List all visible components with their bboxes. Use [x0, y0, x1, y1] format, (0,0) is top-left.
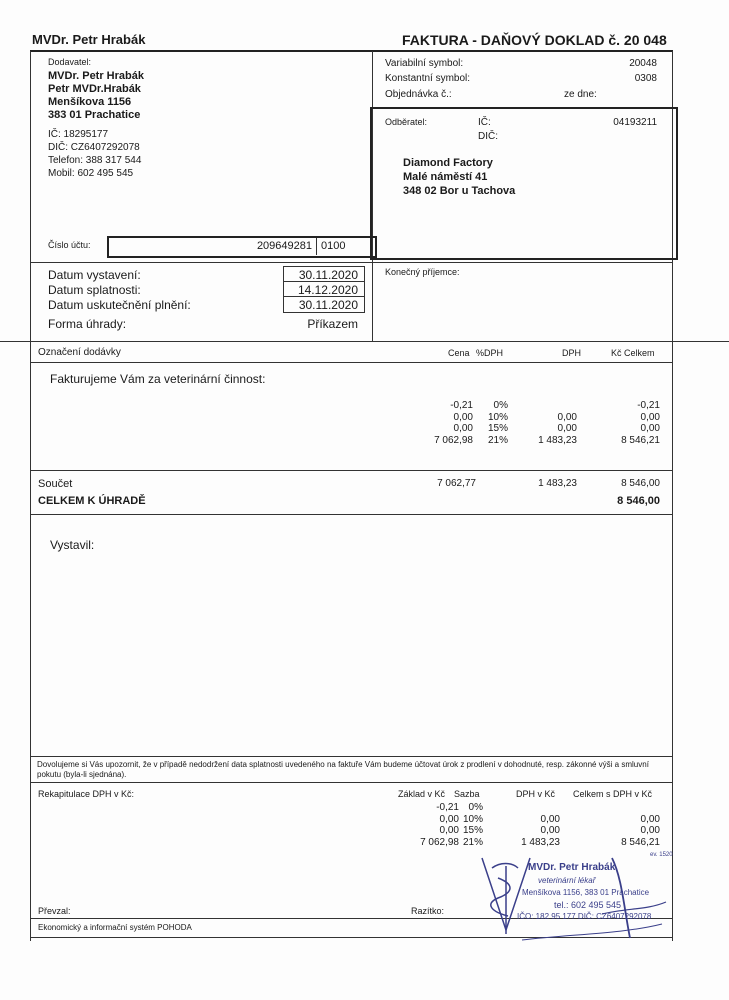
recap-total: 8 546,21 [621, 836, 660, 848]
table-row [390, 814, 670, 826]
col-vat-rate: %DPH [476, 348, 504, 358]
recap-col-base: Základ v Kč [398, 789, 446, 799]
item-price: 0,00 [453, 423, 473, 435]
due-date-label: Datum splatnosti: [48, 283, 141, 297]
recap-col-rate: Sazba [454, 789, 480, 799]
recap-vat: 0,00 [540, 825, 560, 837]
software-label: Ekonomický a informační systém POHODA [38, 923, 192, 932]
supplier-mobile: Mobil: 602 495 545 [48, 168, 134, 179]
table-row [400, 435, 660, 447]
stamp-code: ev. 1520 [650, 852, 673, 858]
table-row [400, 400, 660, 412]
item-price: 7 062,98 [434, 434, 473, 446]
customer-street: Malé náměstí 41 [403, 171, 488, 183]
customer-box [370, 107, 678, 260]
recap-vat: 1 483,23 [521, 836, 560, 848]
supplier-line2: Petr MVDr.Hrabák [48, 83, 141, 95]
item-total: -0,21 [637, 400, 660, 411]
dates-top-rule [30, 262, 672, 263]
item-total: 0,00 [640, 411, 660, 423]
table-row [400, 423, 660, 435]
variable-symbol-value: 20048 [629, 58, 657, 69]
header-rule [30, 50, 673, 52]
recap-rate: 10% [462, 813, 483, 825]
order-label: Objednávka č.: [385, 89, 452, 100]
stamp-line5: IČO: 182 95 177 DIČ: CZ6407292078 [517, 912, 652, 921]
bank-code: 0100 [321, 240, 346, 252]
customer-ic-value: 04193211 [613, 117, 657, 128]
item-rate: 21% [487, 434, 508, 446]
recap-base: 0,00 [439, 813, 459, 825]
supplier-line1: MVDr. Petr Hrabák [48, 70, 144, 82]
recap-base: -0,21 [436, 802, 459, 813]
recap-vat: 0,00 [540, 813, 560, 825]
recap-rate: 0% [468, 802, 483, 813]
customer-name: Diamond Factory [403, 157, 493, 169]
taxable-date: 30.11.2020 [298, 298, 358, 312]
stamp-line4: tel.: 602 495 545 [554, 900, 622, 910]
supplier-phone: Telefon: 388 317 544 [48, 155, 142, 166]
customer-ic-label: IČ: [478, 117, 491, 128]
customer-city: 348 02 Bor u Tachova [403, 185, 516, 197]
account-number: 209649281 [256, 240, 312, 252]
sum-total: 8 546,00 [621, 478, 660, 489]
recap-total: 0,00 [640, 813, 660, 825]
item-price: 0,00 [453, 411, 473, 423]
item-rate: 10% [487, 411, 508, 423]
item-rate: 0% [493, 400, 508, 411]
table-row [390, 802, 670, 814]
item-description: Fakturujeme Vám za veterinární činnost: [50, 372, 266, 386]
supplier-header-name: MVDr. Petr Hrabák [32, 32, 146, 47]
recap-rate: 21% [462, 836, 483, 848]
payment-form: Příkazem [307, 317, 358, 331]
variable-symbol-label: Variabilní symbol: [385, 58, 464, 69]
constant-symbol-value: 0308 [634, 73, 657, 84]
supplier-line4: 383 01 Prachatice [48, 109, 141, 121]
stamp-line3: Menšíkova 1156, 383 01 Prachatice [522, 888, 650, 897]
item-price: -0,21 [450, 400, 473, 411]
issued-date: 30.11.2020 [298, 268, 358, 282]
items-table [400, 400, 660, 446]
item-total: 0,00 [640, 423, 660, 435]
total-due-label: CELKEM K ÚHRADĚ [38, 495, 146, 507]
sum-label: Součet [38, 478, 73, 490]
col-description: Označení dodávky [38, 347, 121, 358]
payment-form-label: Forma úhrady: [48, 317, 127, 331]
item-rate: 15% [487, 423, 508, 435]
item-total: 8 546,21 [621, 434, 660, 446]
stamp-line1: MVDr. Petr Hrabák [528, 862, 616, 873]
col-vat: DPH [562, 348, 582, 358]
item-vat: 1 483,23 [538, 434, 577, 446]
account-label: Číslo účtu: [48, 240, 91, 250]
recap-col-total: Celkem s DPH v Kč [573, 789, 653, 799]
table-row [390, 825, 670, 837]
table-row [400, 412, 660, 424]
issued-by-label: Vystavil: [50, 538, 95, 552]
recap-rate: 15% [462, 825, 483, 837]
received-label: Převzal: [38, 906, 71, 916]
stamp-line2: veterinární lékař [538, 876, 596, 885]
totals-top-rule [30, 470, 672, 471]
col-total: Kč Celkem [611, 348, 655, 358]
customer-dic-label: DIČ: [478, 131, 498, 142]
frame-left [30, 51, 31, 941]
items-header-rule [30, 362, 672, 363]
total-due-amount: 8 546,00 [617, 495, 660, 507]
constant-symbol-label: Konstantní symbol: [385, 73, 471, 84]
supplier-label: Dodavatel: [48, 57, 92, 67]
item-vat: 0,00 [557, 411, 577, 423]
items-top-rule [0, 341, 729, 342]
final-recipient-label: Konečný příjemce: [385, 267, 460, 277]
recap-col-vat: DPH v Kč [516, 789, 556, 799]
totals-bottom-rule [30, 514, 672, 515]
recap-base: 0,00 [439, 825, 459, 837]
supplier-dic: DIČ: CZ6407292078 [48, 142, 140, 153]
recap-total: 0,00 [640, 825, 660, 837]
stamp-label: Razítko: [411, 906, 445, 916]
customer-label: Odběratel: [385, 117, 428, 127]
recap-label: Rekapitulace DPH v Kč: [38, 789, 135, 799]
supplier-line3: Menšíkova 1156 [48, 96, 132, 108]
item-vat: 0,00 [557, 423, 577, 435]
sum-price: 7 062,77 [437, 478, 476, 489]
account-separator [316, 238, 317, 255]
supplier-ic: IČ: 18295177 [48, 129, 109, 140]
late-payment-notice: Dovolujeme si Vás upozornit, že v případě nedodržení data splatnosti uvedeného na faktuře Vám budeme účtovat úrok z prodlení v dohodnuté, resp. zákonné výši a smluvní pokutu (byla-li sjednána). [37, 760, 649, 779]
order-date-label: ze dne: [564, 89, 597, 100]
taxable-date-label: Datum uskutečnění plnění: [48, 298, 191, 312]
document-title: FAKTURA - DAŇOVÝ DOKLAD č. 20 048 [402, 32, 667, 48]
issued-date-label: Datum vystavení: [48, 268, 141, 282]
notice-bottom-rule [30, 782, 672, 783]
sum-vat: 1 483,23 [538, 478, 577, 489]
due-date: 14.12.2020 [297, 283, 358, 297]
col-price: Cena [448, 348, 470, 358]
recap-base: 7 062,98 [420, 836, 459, 848]
notice-top-rule [30, 756, 672, 757]
